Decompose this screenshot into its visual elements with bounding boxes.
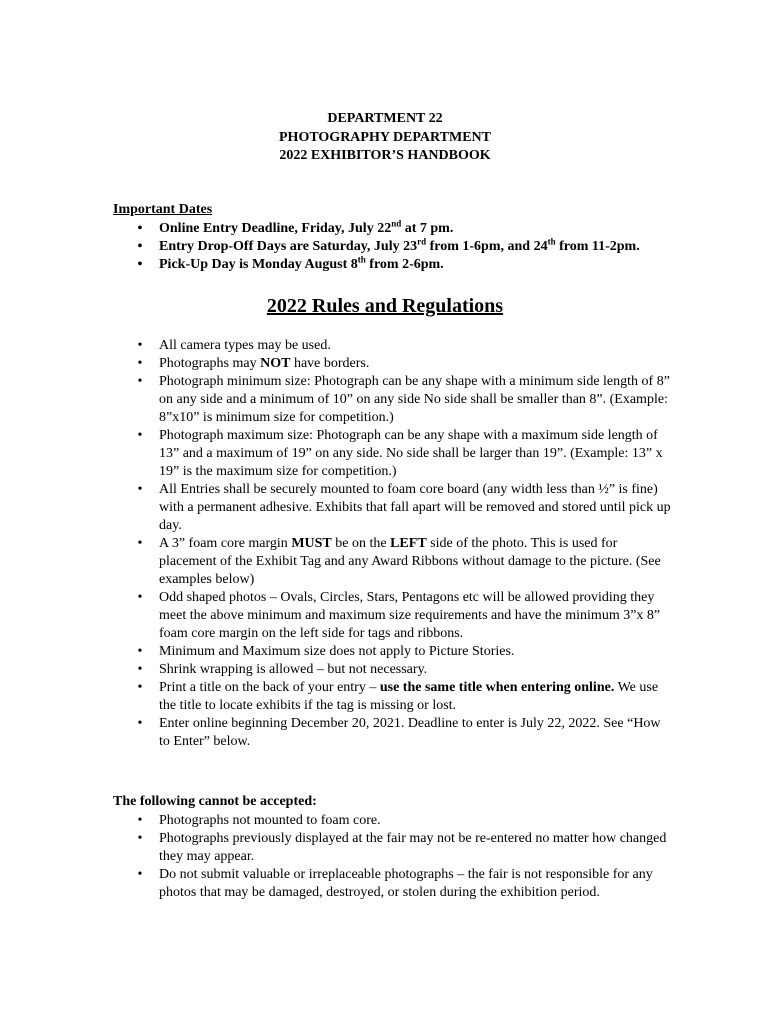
list-item: • A 3” foam core margin MUST be on the LEFT side of the photo. This is used for placement of the Exhibit Tag and any Award Ribbons without damage to the picture. (See examples below) (113, 535, 673, 589)
bullet-icon: • (137, 356, 143, 371)
bullet-icon: • (137, 867, 143, 882)
list-item: • All camera types may be used. (113, 337, 673, 355)
list-item: • All Entries shall be securely mounted to foam core board (any width less than ½” is fine) with a permanent adhesive. Exhibits that fall apart will be removed and stored until pick up day. (113, 481, 673, 535)
bullet-icon: • (137, 374, 143, 389)
bullet-icon: • (137, 680, 143, 695)
bullet-icon: • (137, 813, 143, 828)
list-item: • Photograph maximum size: Photograph can be any shape with a maximum side length of 13” and a maximum of 19” on any side. No side shall be larger than 19”. (Example: 13” x 19” is the maximum size for competition.) (113, 427, 673, 481)
list-item: • Minimum and Maximum size does not apply to Picture Stories. (113, 643, 673, 661)
list-item: • Online Entry Deadline, Friday, July 22nd at 7 pm. (113, 220, 673, 238)
important-dates-heading: Important Dates (113, 202, 213, 217)
handbook-title: 2022 EXHIBITOR’S HANDBOOK (279, 148, 491, 163)
rules-title: 2022 Rules and Regulations (266, 295, 504, 317)
not-accepted-list (113, 812, 673, 902)
rules-list (113, 337, 673, 751)
bullet-icon: • (137, 257, 143, 272)
bullet-icon: • (137, 482, 143, 497)
document-header (0, 110, 770, 166)
bullet-icon: • (137, 239, 143, 254)
list-item: • Entry Drop-Off Days are Saturday, July 23rd from 1-6pm, and 24th from 11-2pm. (113, 238, 673, 256)
bullet-icon: • (137, 644, 143, 659)
bullet-icon: • (137, 428, 143, 443)
list-item: • Pick-Up Day is Monday August 8th from 2-6pm. (113, 256, 673, 274)
list-item: • Print a title on the back of your entry – use the same title when entering online. We use the title to locate exhibits if the tag is missing or lost. (113, 679, 673, 715)
list-item: • Photographs previously displayed at the fair may not be re-entered no matter how changed they may appear. (113, 830, 673, 866)
list-item: • Enter online beginning December 20, 2021. Deadline to enter is July 22, 2022. See “How to Enter” below. (113, 715, 673, 751)
department-number: DEPARTMENT 22 (327, 111, 443, 126)
bullet-icon: • (137, 831, 143, 846)
list-item: • Photographs may NOT have borders. (113, 355, 673, 373)
bullet-icon: • (137, 338, 143, 353)
list-item: • Shrink wrapping is allowed – but not necessary. (113, 661, 673, 679)
bullet-icon: • (137, 716, 143, 731)
bullet-icon: • (137, 536, 143, 551)
bullet-icon: • (137, 590, 143, 605)
list-item: • Photographs not mounted to foam core. (113, 812, 673, 830)
list-item: • Do not submit valuable or irreplaceable photographs – the fair is not responsible for any photos that may be damaged, destroyed, or stolen during the exhibition period. (113, 866, 673, 902)
not-accepted-heading: The following cannot be accepted: (113, 794, 317, 809)
department-name: PHOTOGRAPHY DEPARTMENT (279, 129, 491, 145)
list-item: • Odd shaped photos – Ovals, Circles, Stars, Pentagons etc will be allowed providing they meet the above minimum and maximum size requirements and have the minimum 3”x 8” foam core margin on the left side for tags and ribbons. (113, 589, 673, 643)
list-item: • Photograph minimum size: Photograph can be any shape with a minimum side length of 8” on any side and a minimum of 10” on any side No side shall be smaller than 8”. (Example: 8”x10” is minimum size for competition.) (113, 373, 673, 427)
important-dates-list (113, 220, 673, 274)
bullet-icon: • (137, 662, 143, 677)
bullet-icon: • (137, 221, 143, 236)
